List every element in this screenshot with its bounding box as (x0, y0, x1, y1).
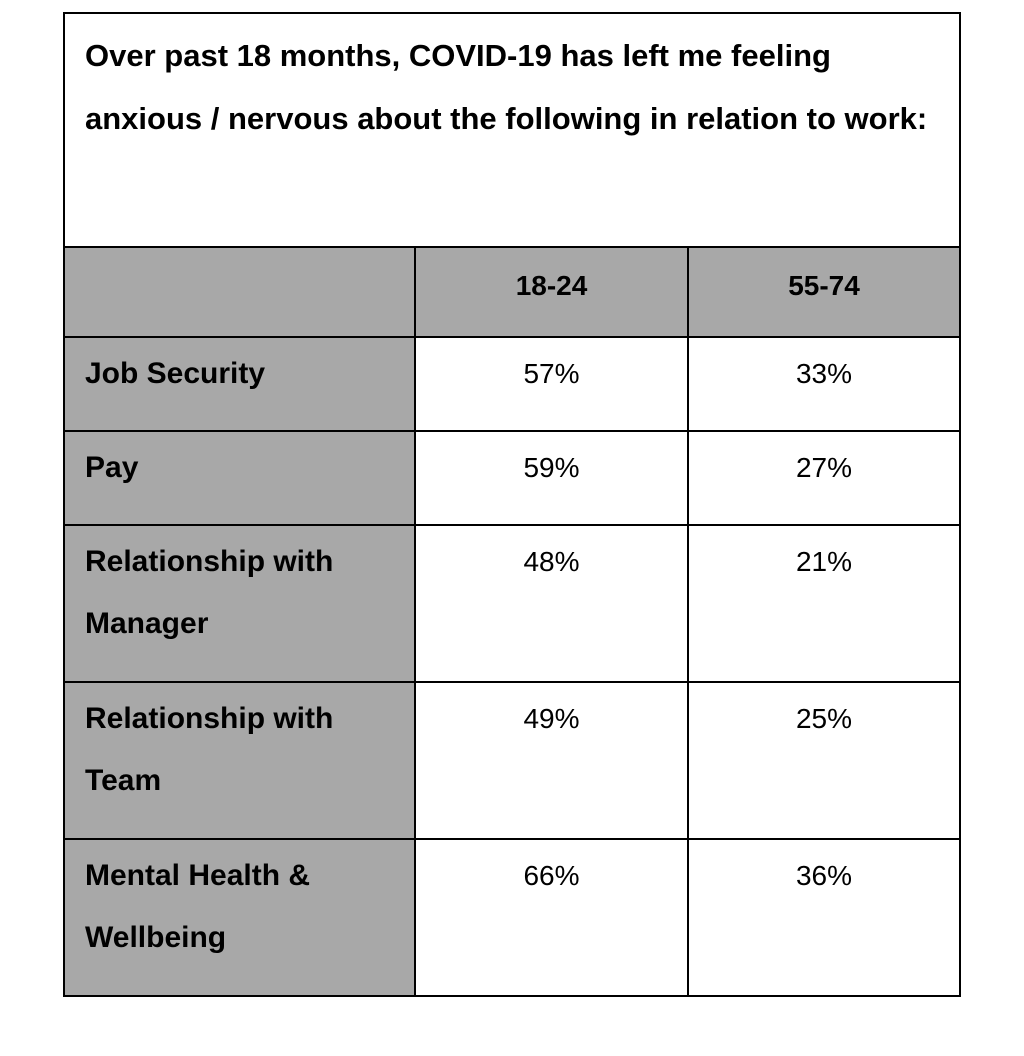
value-cell-18-24: 57% (415, 337, 688, 431)
header-blank-cell (64, 247, 415, 337)
table-row (64, 525, 960, 682)
header-age-18-24: 18-24 (415, 247, 688, 337)
header-row (64, 247, 960, 337)
value-cell-18-24: 66% (415, 839, 688, 996)
table-row (64, 839, 960, 996)
value-cell-55-74: 33% (688, 337, 960, 431)
row-label-mental-health: Mental Health & Wellbeing (64, 839, 415, 996)
value-cell-18-24: 48% (415, 525, 688, 682)
value-cell-18-24: 49% (415, 682, 688, 839)
row-label-job-security: Job Security (64, 337, 415, 431)
table-row (64, 431, 960, 525)
row-label-relationship-manager: Relationship with Manager (64, 525, 415, 682)
header-age-55-74: 55-74 (688, 247, 960, 337)
value-cell-55-74: 21% (688, 525, 960, 682)
table-title: Over past 18 months, COVID-19 has left me feeling anxious / nervous about the following in relation to work: (85, 38, 928, 136)
value-cell-55-74: 36% (688, 839, 960, 996)
survey-table (63, 12, 961, 997)
value-cell-55-74: 25% (688, 682, 960, 839)
row-label-relationship-team: Relationship with Team (64, 682, 415, 839)
title-row (64, 13, 960, 247)
row-label-pay: Pay (64, 431, 415, 525)
table-title-cell (64, 13, 960, 247)
value-cell-55-74: 27% (688, 431, 960, 525)
value-cell-18-24: 59% (415, 431, 688, 525)
table-row (64, 337, 960, 431)
table-row (64, 682, 960, 839)
